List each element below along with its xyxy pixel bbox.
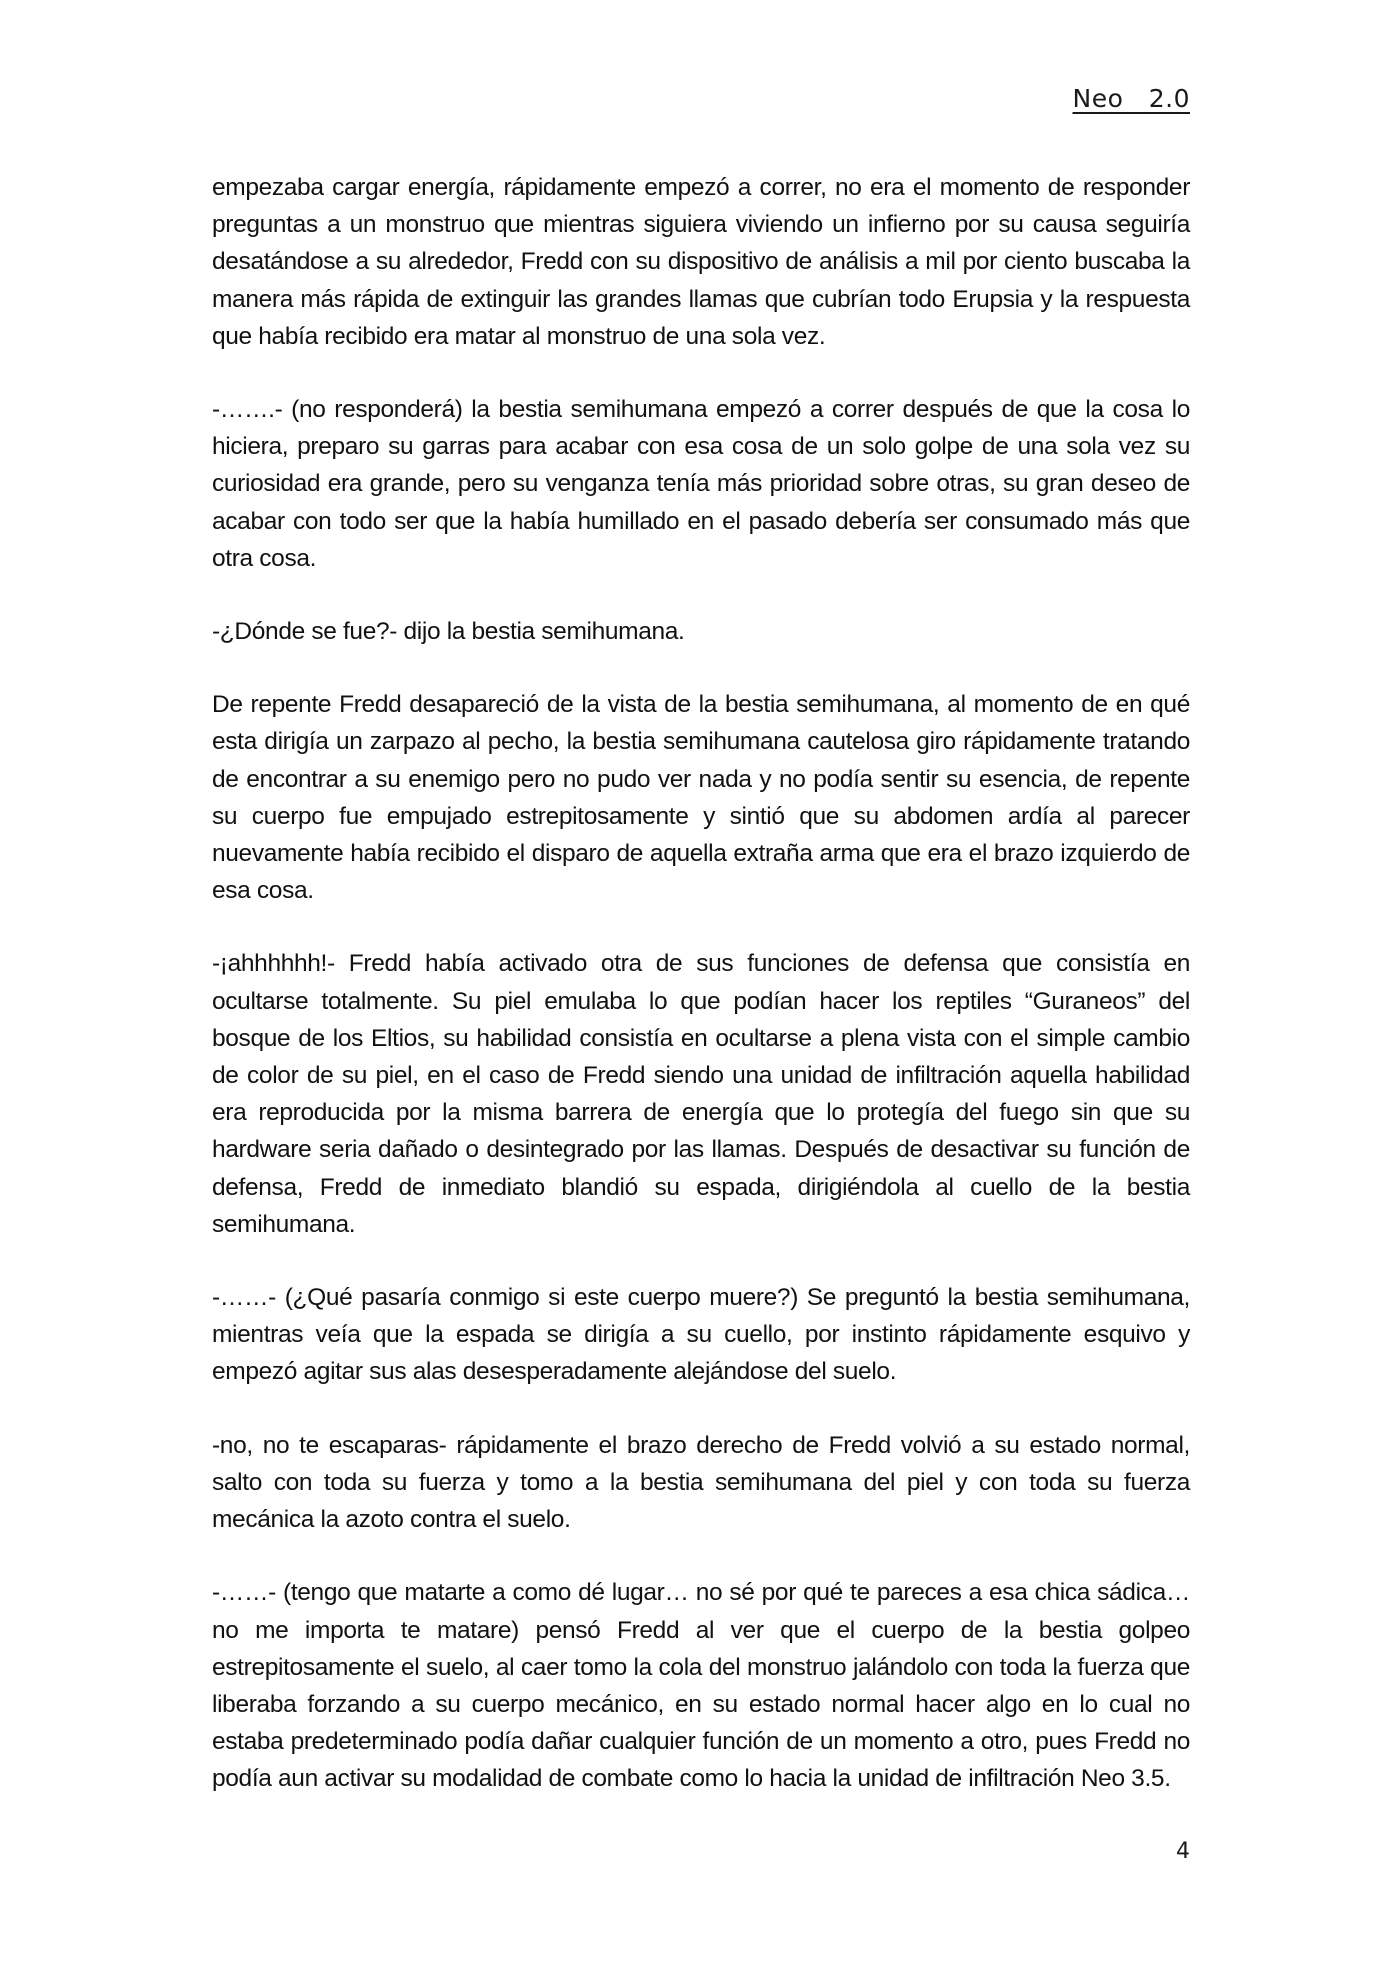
paragraph-2: -…….- (no responderá) la bestia semihumana empezó a correr después de que la cosa lo hiciera, preparo su garras para acabar con esa cosa de un solo golpe de una sola vez su curiosidad era grande, pero su venganza tenía más prioridad sobre otras, su gran deseo de acabar con todo ser que la había humillado en el pasado debería ser consumado más que otra cosa. (212, 396, 1190, 572)
running-header: Neo 2.0 (1072, 84, 1190, 113)
paragraph-7: -no, no te escaparas- rápidamente el brazo derecho de Fredd volvió a su estado normal, salto con toda su fuerza y tomo a la bestia semihumana del piel y con toda su fuerza mecánica la azoto contra el suelo. (212, 1431, 1190, 1534)
body-text (212, 169, 1190, 1834)
paragraph-4: De repente Fredd desapareció de la vista de la bestia semihumana, al momento de en qué esta dirigía un zarpazo al pecho, la bestia semihumana cautelosa giro rápidamente tratando de encontrar a su enemigo pero no pudo ver nada y no podía sentir su esencia, de repente su cuerpo fue empujado estrepitosamente y sintió que su abdomen ardía al parecer nuevamente había recibido el disparo de aquella extraña arma que era el brazo izquierdo de esa cosa. (212, 691, 1190, 905)
paragraph-6: -……- (¿Qué pasaría conmigo si este cuerpo muere?) Se preguntó la bestia semihumana, mientras veía que la espada se dirigía a su cuello, por instinto rápidamente esquivo y empezó agitar sus alas desesperadamente alejándose del suelo. (212, 1284, 1190, 1386)
page-number: 4 (1176, 1839, 1190, 1864)
paragraph-1: empezaba cargar energía, rápidamente empezó a correr, no era el momento de responder preguntas a un monstruo que mientras siguiera viviendo un infierno por su causa seguiría desatándose a su alrededor, Fredd con su dispositivo de análisis a mil por ciento buscaba la manera más rápida de extinguir las grandes llamas que cubrían todo Erupsia y la respuesta que había recibido era matar al monstruo de una sola vez. (212, 174, 1190, 350)
paragraph-3: -¿Dónde se fue?- dijo la bestia semihumana. (212, 618, 685, 646)
paragraph-8: -……- (tengo que matarte a como dé lugar… no sé por qué te pareces a esa chica sádica… no me importa te matare) pensó Fredd al ver que el cuerpo de la bestia golpeo estrepitosamente el suelo, al caer tomo la cola del monstruo jalándolo con toda la fuerza que liberaba forzando a su cuerpo mecánico, en su estado normal hacer algo en lo cual no estaba predeterminado podía dañar cualquier función de un momento a otro, pues Fredd no podía aun activar su modalidad de combate como lo hacia la unidad de infiltración Neo 3.5. (212, 1579, 1190, 1793)
paragraph-5: -¡ahhhhhh!- Fredd había activado otra de sus funciones de defensa que consistía en ocultarse totalmente. Su piel emulaba lo que podían hacer los reptiles “Guraneos” del bosque de los Eltios, su habilidad consistía en ocultarse a plena vista con el simple cambio de color de su piel, en el caso de Fredd siendo una unidad de infiltración aquella habilidad era reproducida por la misma barrera de energía que lo protegía del fuego sin que su hardware seria dañado o desintegrado por las llamas. Después de desactivar su función de defensa, Fredd de inmediato blandió su espada, dirigiéndola al cuello de la bestia semihumana. (212, 950, 1190, 1238)
